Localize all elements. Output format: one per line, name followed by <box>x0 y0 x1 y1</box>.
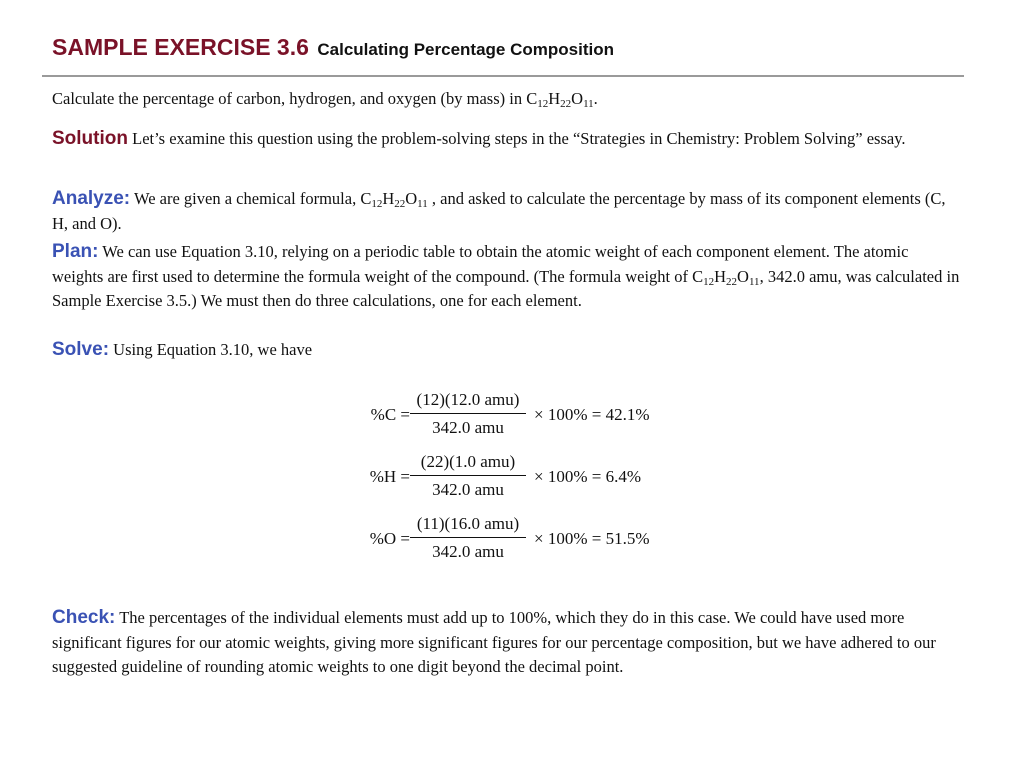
equation-result: × 100% = 42.1% <box>534 405 650 424</box>
fraction-numerator: (11)(16.0 amu) <box>416 514 520 533</box>
exercise-number: SAMPLE EXERCISE 3.6 <box>52 34 309 60</box>
question-end: . <box>593 89 598 108</box>
fraction-denominator: 342.0 amu <box>432 542 504 561</box>
hydrogen-symbol: H <box>714 266 727 286</box>
solution-paragraph <box>52 127 962 152</box>
question-paragraph <box>52 87 962 112</box>
plan-text-after: , 342.0 amu, was calculated in Sample Exercise 3.5.) We must then do three calculations, one for each element. <box>52 266 960 310</box>
equation-block <box>320 386 740 572</box>
hydrogen-symbol: H <box>548 89 561 108</box>
equation-fraction <box>410 390 526 438</box>
exercise-subtitle: Calculating Percentage Composition <box>317 40 614 59</box>
fraction-denominator: 342.0 amu <box>432 480 504 499</box>
hydrogen-subscript: 22 <box>726 275 738 288</box>
solution-label: Solution <box>52 128 128 149</box>
oxygen-symbol: O <box>405 189 418 208</box>
check-label: Check: <box>52 607 116 628</box>
page-title <box>52 34 614 61</box>
analyze-paragraph <box>52 187 962 236</box>
solve-text: Using Equation 3.10, we have <box>113 340 313 359</box>
carbon-subscript: 12 <box>371 198 383 210</box>
equation-hydrogen <box>320 448 740 510</box>
oxygen-subscript: 11 <box>583 98 594 110</box>
solve-label: Solve: <box>52 339 110 360</box>
oxygen-symbol: O <box>571 89 584 108</box>
equation-lhs: %O = <box>369 529 410 548</box>
plan-paragraph <box>52 240 962 314</box>
fraction-numerator: (22)(1.0 amu) <box>420 452 516 471</box>
equation-carbon <box>320 386 740 448</box>
question-text: Calculate the percentage of carbon, hydrogen, and oxygen (by mass) in C <box>52 89 538 108</box>
plan-text-before: We can use Equation 3.10, relying on a periodic table to obtain the atomic weight of each component element. The atomic weights are first used to determine the formula weight of the compound. (The formula weight of C <box>52 242 909 286</box>
equation-fraction <box>410 514 526 562</box>
carbon-subscript: 12 <box>537 98 549 110</box>
check-paragraph <box>52 606 962 680</box>
equation-result: × 100% = 6.4% <box>534 467 641 486</box>
plan-label: Plan: <box>52 241 99 262</box>
oxygen-symbol: O <box>737 266 749 286</box>
equation-fraction <box>410 452 526 500</box>
hydrogen-subscript: 22 <box>394 198 406 210</box>
solve-paragraph <box>52 338 962 363</box>
equation-result: × 100% = 51.5% <box>534 529 650 548</box>
oxygen-subscript: 11 <box>417 198 428 210</box>
oxygen-subscript: 11 <box>748 275 760 288</box>
analyze-text-after: , and asked to calculate the percentage by mass of its component elements (C, H, and O). <box>52 189 946 233</box>
analyze-text-before: We are given a chemical formula, C <box>133 189 372 208</box>
hydrogen-symbol: H <box>382 189 395 208</box>
hydrogen-subscript: 22 <box>560 98 572 110</box>
equation-lhs: %C = <box>370 405 410 424</box>
analyze-label: Analyze: <box>52 188 131 209</box>
carbon-subscript: 12 <box>703 275 715 288</box>
fraction-numerator: (12)(12.0 amu) <box>416 390 520 409</box>
title-divider <box>42 75 964 77</box>
check-text: The percentages of the individual elements must add up to 100%, which they do in this case. We could have used more significant figures for our atomic weights, giving more significant figures for our percentage composition, but we have adhered to our suggested guideline of rounding atomic weights to one digit beyond the decimal point. <box>52 608 936 676</box>
fraction-denominator: 342.0 amu <box>432 418 504 437</box>
equation-oxygen <box>320 510 740 572</box>
solution-text: Let’s examine this question using the problem-solving steps in the “Strategies in Chemistry: Problem Solving” essay. <box>132 129 906 148</box>
equation-lhs: %H = <box>369 467 410 486</box>
